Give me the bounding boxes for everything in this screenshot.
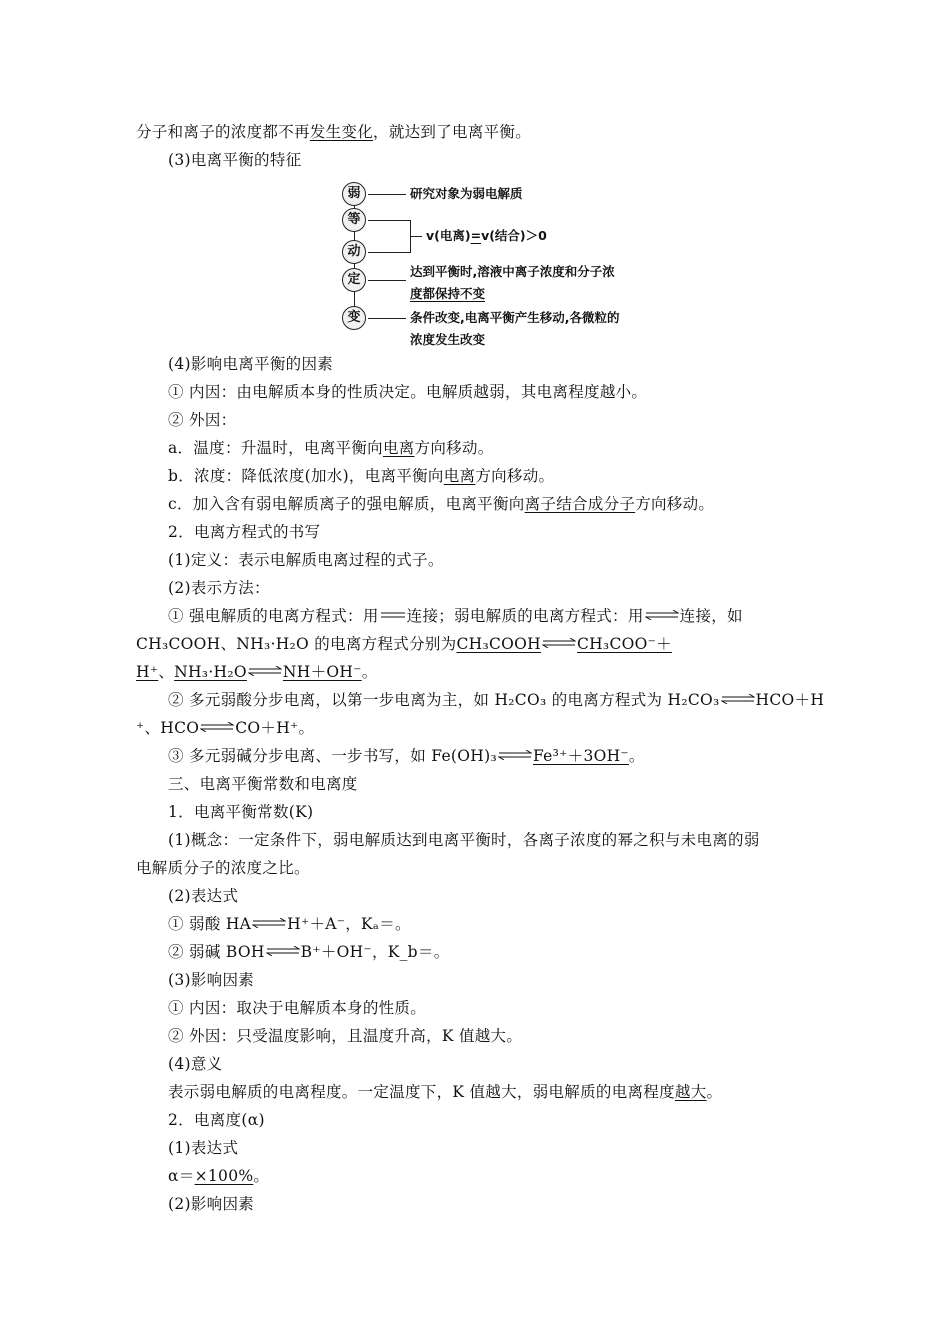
label-equal-dynamic: v(电离)=v(结合)＞0 [426, 228, 547, 243]
label-fixed-1: 达到平衡时,溶液中离子浓度和分子浓 [410, 264, 615, 279]
heading-meaning: (4)意义 [168, 1055, 223, 1073]
node-weak: 弱 [342, 182, 366, 206]
constant-concept-line2: 电解质分子的浓度之比。 [136, 859, 310, 877]
reversible-arrow-icon [252, 918, 286, 928]
label-fixed-2: 度都保持不变 [410, 286, 486, 301]
label-change-1: 条件改变,电离平衡产生移动,各微粒的 [410, 310, 620, 325]
heading-ionization-equation: 2．电离方程式的书写 [168, 523, 321, 541]
equals-sign-icon [380, 611, 406, 619]
section-three-heading: 三、电离平衡常数和电离度 [168, 775, 358, 793]
definition: (1)定义：表示电解质电离过程的式子。 [168, 551, 444, 569]
node-dynamic: 动 [342, 240, 366, 264]
outer-factor: ② 外因： [168, 411, 237, 429]
reversible-arrow-icon [200, 722, 234, 732]
heading-ionization-degree: 2．电离度(α) [168, 1111, 265, 1129]
degree-factors-heading: (2)影响因素 [168, 1195, 255, 1213]
degree-expression-heading: (1)表达式 [168, 1139, 239, 1157]
weak-base-expression: ② 弱碱 BOH B⁺＋OH⁻，K_b＝。 [168, 943, 450, 961]
heading-equilibrium-features: (3)电离平衡的特征 [168, 151, 302, 169]
constant-inner-factor: ① 内因：取决于电解质本身的性质。 [168, 999, 427, 1017]
weak-acid-expression: ① 弱酸 HA H⁺＋A⁻，Kₐ＝。 [168, 915, 411, 933]
node-equal: 等 [342, 208, 366, 232]
reversible-arrow-icon [248, 666, 282, 676]
polyprotic-acid-line1: ② 多元弱酸分步电离，以第一步电离为主，如 H₂CO₃ 的电离方程式为 H₂CO₃ HCO＋H [168, 691, 825, 709]
heading-expression: (2)表达式 [168, 887, 239, 905]
label-change-2: 浓度发生改变 [410, 332, 486, 347]
degree-expression: α＝×100%。 [168, 1167, 270, 1185]
reversible-arrow-icon [542, 638, 576, 648]
constant-concept-line1: (1)概念：一定条件下，弱电解质达到电离平衡时，各离子浓度的幂之积与未电离的弱 [168, 831, 760, 849]
paragraph-equilibrium-end: 分子和离子的浓度都不再发生变化，就达到了电离平衡。 [136, 123, 532, 141]
label-weak: 研究对象为弱电解质 [410, 186, 523, 201]
node-change: 变 [342, 306, 366, 330]
node-fixed: 定 [342, 268, 366, 292]
method-example-line1: CH₃COOH、NH₃·H₂O 的电离方程式分别为CH₃COOH CH₃COO⁻＋ [136, 635, 672, 653]
reversible-arrow-icon [645, 610, 679, 620]
inner-factor: ① 内因：由电解质本身的性质决定。电解质越弱，其电离程度越小。 [168, 383, 648, 401]
meaning-text: 表示弱电解质的电离程度。一定温度下，K 值越大，弱电解质的电离程度越大。 [168, 1083, 723, 1101]
constant-outer-factor: ② 外因：只受温度影响，且温度升高，K 值越大。 [168, 1027, 523, 1045]
heading-influencing-factors: (3)影响因素 [168, 971, 255, 989]
heading-factors: (4)影响电离平衡的因素 [168, 355, 334, 373]
method-strong-weak: ① 强电解质的电离方程式：用 连接；弱电解质的电离方程式：用 连接，如 [168, 607, 743, 625]
factor-concentration: b．浓度：降低浓度(加水)，电离平衡向电离方向移动。 [168, 467, 555, 485]
factor-temperature: a．温度：升温时，电离平衡向电离方向移动。 [168, 439, 494, 457]
polybasic-base: ③ 多元弱碱分步电离、一步书写，如 Fe(OH)₃ Fe³⁺＋3OH⁻。 [168, 747, 645, 765]
method-example-line2: H⁺、NH₃·H₂O NH＋OH⁻。 [136, 663, 378, 681]
equilibrium-features-diagram [330, 178, 660, 350]
reversible-arrow-icon [266, 946, 300, 956]
factor-common-ion: c．加入含有弱电解质离子的强电解质，电离平衡向离子结合成分子方向移动。 [168, 495, 715, 513]
polyprotic-acid-line2: ⁺、HCO CO＋H⁺。 [136, 719, 315, 737]
reversible-arrow-icon [498, 750, 532, 760]
reversible-arrow-icon [721, 694, 755, 704]
method-heading: (2)表示方法： [168, 579, 270, 597]
heading-equilibrium-constant: 1．电离平衡常数(K) [168, 803, 314, 821]
